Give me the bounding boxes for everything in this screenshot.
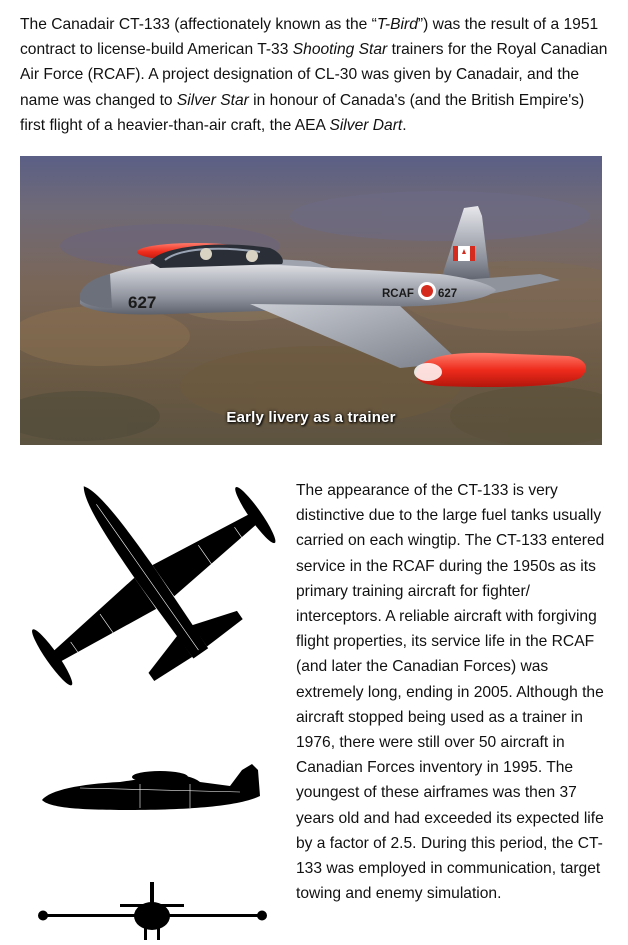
- intro-text-5: .: [402, 116, 407, 134]
- photo-caption: Early livery as a trainer: [226, 409, 396, 426]
- silhouette-illustrations: [20, 470, 290, 940]
- nickname: T-Bird: [376, 16, 418, 33]
- shooting-star-name: Shooting Star: [292, 41, 388, 59]
- nose-number: 627: [128, 293, 157, 312]
- silver-star-name: Silver Star: [176, 91, 249, 109]
- silver-dart-name: Silver Dart: [329, 116, 403, 134]
- body-paragraph: The appearance of the CT-133 is very distinctive due to the large fuel tanks usually carried on each wingtip. The CT-133 entered service in the RCAF during the 1950s as its primary training aircraft for fighter/ interceptors. A reliable aircraft with forgiving flight properties, its service life in the RCAF (and later the Canadian Forces) was extremely long, ending in 2005. Although the aircraft stopped being used as a trainer in 1976, there were still over 50 aircraft in Canadian Forces inventory in 1995. The youngest of these airframes was then 37 years old and had exceeded its expected life by a factor of 2.5. During this period, the CT-133 was employed in communication, target towing and enemy simulation.: [296, 482, 605, 903]
- intro-text-2: ”) was the result of a 1951 contract to license-build American T-33: [20, 16, 599, 59]
- aircraft-photo: [20, 156, 602, 445]
- fuselage-number: 627: [438, 288, 458, 300]
- aircraft-photo-illustration: [20, 156, 602, 445]
- intro-text-3: trainers for the Royal Canadian Air Force (RCAF). A project designation of CL-30 was given by Canadair, and the name was changed to: [20, 41, 608, 109]
- aircraft-silhouettes: [20, 470, 290, 940]
- intro-text-1: The Canadair CT-133 (affectionately known as the “: [20, 16, 377, 33]
- intro-paragraph: [20, 12, 612, 138]
- intro-text-4: in honour of Canada's (and the British Empire's) first flight of a heavier-than-air craft, the AEA: [20, 91, 585, 134]
- front-view-silhouette: [38, 882, 267, 940]
- top-view-silhouette: [20, 470, 290, 728]
- side-view-silhouette: [42, 764, 260, 810]
- rcaf-marking: RCAF: [382, 288, 414, 300]
